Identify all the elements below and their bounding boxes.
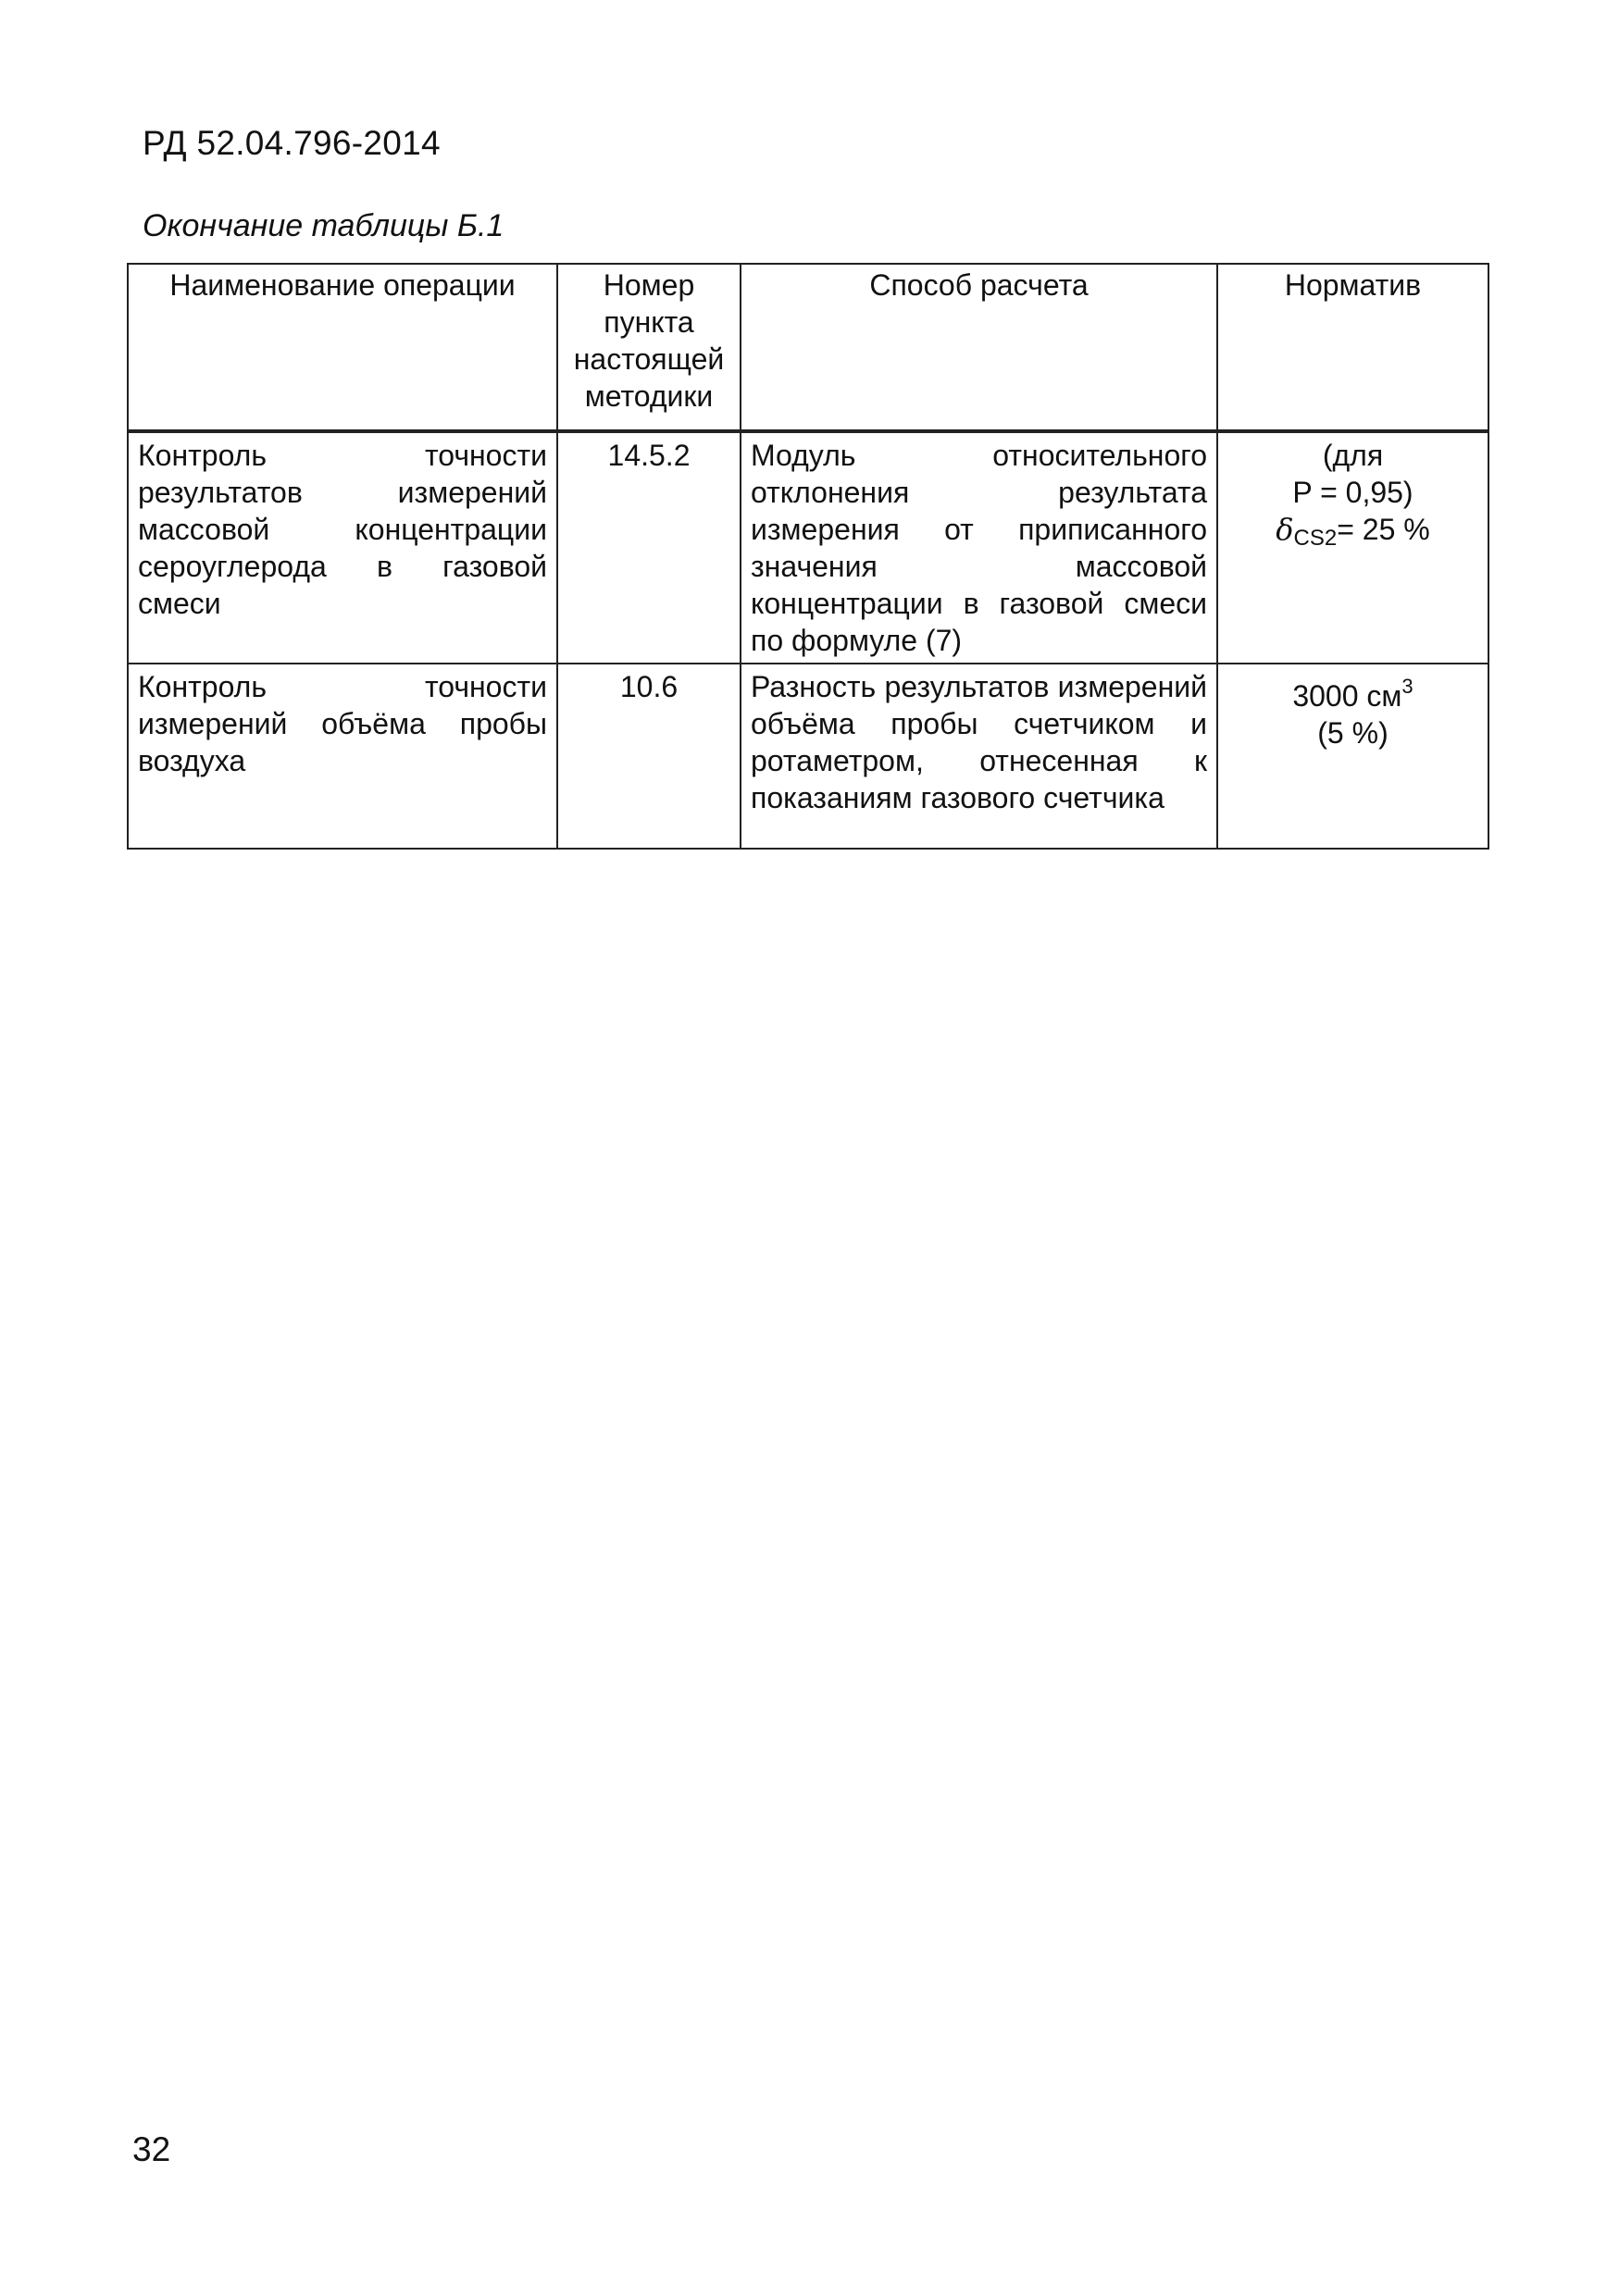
norm-line-1 xyxy=(1227,668,1478,714)
header-method: Способ расчета xyxy=(741,264,1217,431)
norms-table xyxy=(127,263,1489,850)
table-row xyxy=(128,664,1488,849)
cell-method: Модуль относительного отклонения результата измерения от приписанного значения массовой концентрации в газовой смеси по формуле (7) xyxy=(741,431,1217,664)
cell-operation: Контроль точности результатов измерений массовой концентрации сероуглерода в газовой смеси xyxy=(128,431,557,664)
norm-line-2: (5 %) xyxy=(1317,716,1389,750)
cell-operation: Контроль точности измерений объёма пробы воздуха xyxy=(128,664,557,849)
norm-line-3 xyxy=(1227,511,1478,557)
cell-norm xyxy=(1217,431,1488,664)
norm-value: = 25 % xyxy=(1337,513,1430,546)
header-norm: Норматив xyxy=(1217,264,1488,431)
cell-point: 10.6 xyxy=(557,664,741,849)
cell-method: Разность результатов измерений объёма пробы счетчиком и ротаметром, отнесенная к показаниям газового счетчика xyxy=(741,664,1217,849)
norm-line-2: P = 0,95) xyxy=(1292,476,1414,509)
norm-line-1: (для xyxy=(1322,439,1384,472)
header-point: Номер пункта настоящей методики xyxy=(557,264,741,431)
cell-point: 14.5.2 xyxy=(557,431,741,664)
cell-norm xyxy=(1217,664,1488,849)
table-header-row xyxy=(128,264,1488,431)
header-operation: Наименование операции xyxy=(128,264,557,431)
table-caption: Окончание таблицы Б.1 xyxy=(143,208,504,243)
norm-subscript: CS2 xyxy=(1293,526,1338,551)
norm-value: 3000 см xyxy=(1292,679,1402,713)
document-code: РД 52.04.796-2014 xyxy=(143,124,441,162)
table-row xyxy=(128,431,1488,664)
delta-symbol: δ xyxy=(1276,512,1294,547)
page-number: 32 xyxy=(132,2130,171,2168)
norm-superscript: 3 xyxy=(1401,675,1414,698)
